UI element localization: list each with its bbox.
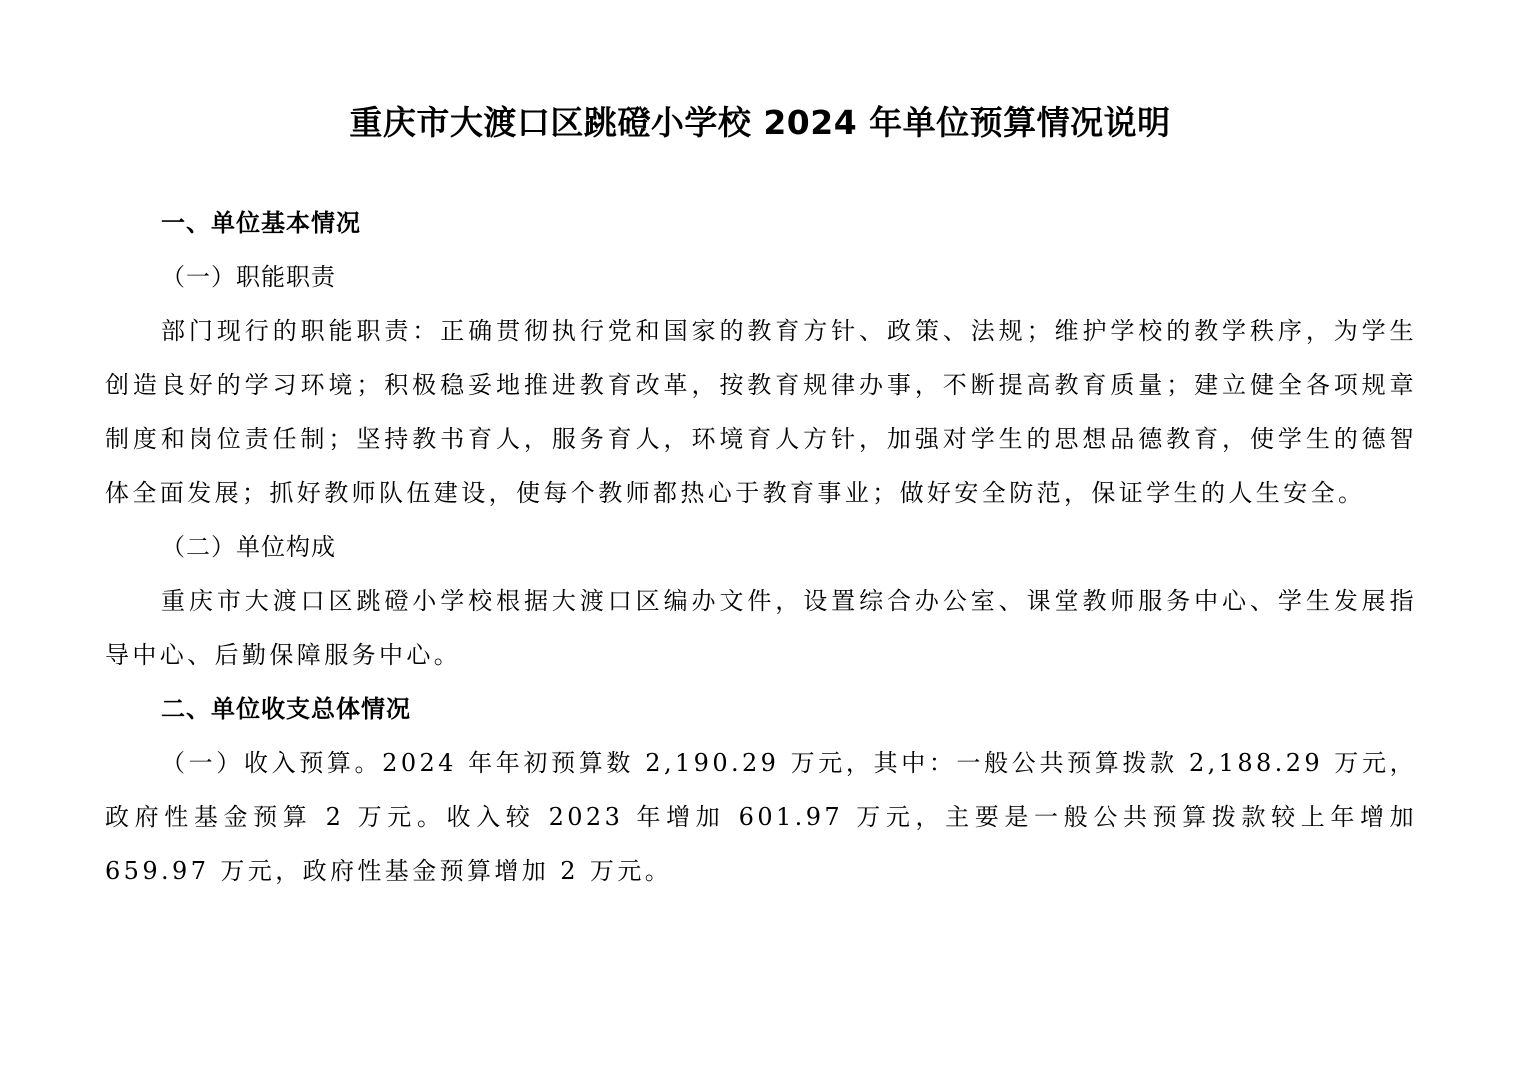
paragraph-composition: 重庆市大渡口区跳磴小学校根据大渡口区编办文件，设置综合办公室、课堂教师服务中心、学生发展指导中心、后勤保障服务中心。 [105, 587, 1417, 669]
subsection-heading-composition: （二）单位构成 [161, 533, 336, 561]
document-title: 重庆市大渡口区跳磴小学校 2024 年单位预算情况说明 [349, 103, 1171, 142]
section-heading-budget-overview: 二、单位收支总体情况 [161, 695, 411, 723]
section-heading-unit-basics: 一、单位基本情况 [161, 209, 361, 237]
paragraph-income-budget: （一）收入预算。2024 年年初预算数 2,190.29 万元，其中：一般公共预算拨款 2,188.29 万元，政府性基金预算 2 万元。收入较 2023 年增加 601.97 万元，主要是一般公共预算拨款较上年增加 659.97 万元，政府性基金预算增加 2 万元。 [105, 749, 1417, 885]
document-body [105, 196, 1417, 898]
subsection-heading-functions: （一）职能职责 [161, 263, 336, 291]
paragraph-functions: 部门现行的职能职责：正确贯彻执行党和国家的教育方针、政策、法规；维护学校的教学秩序，为学生创造良好的学习环境；积极稳妥地推进教育改革，按教育规律办事，不断提高教育质量；建立健全各项规章制度和岗位责任制；坚持教书育人，服务育人，环境育人方针，加强对学生的思想品德教育，使学生的德智体全面发展；抓好教师队伍建设，使每个教师都热心于教育事业；做好安全防范，保证学生的人生安全。 [105, 317, 1417, 507]
